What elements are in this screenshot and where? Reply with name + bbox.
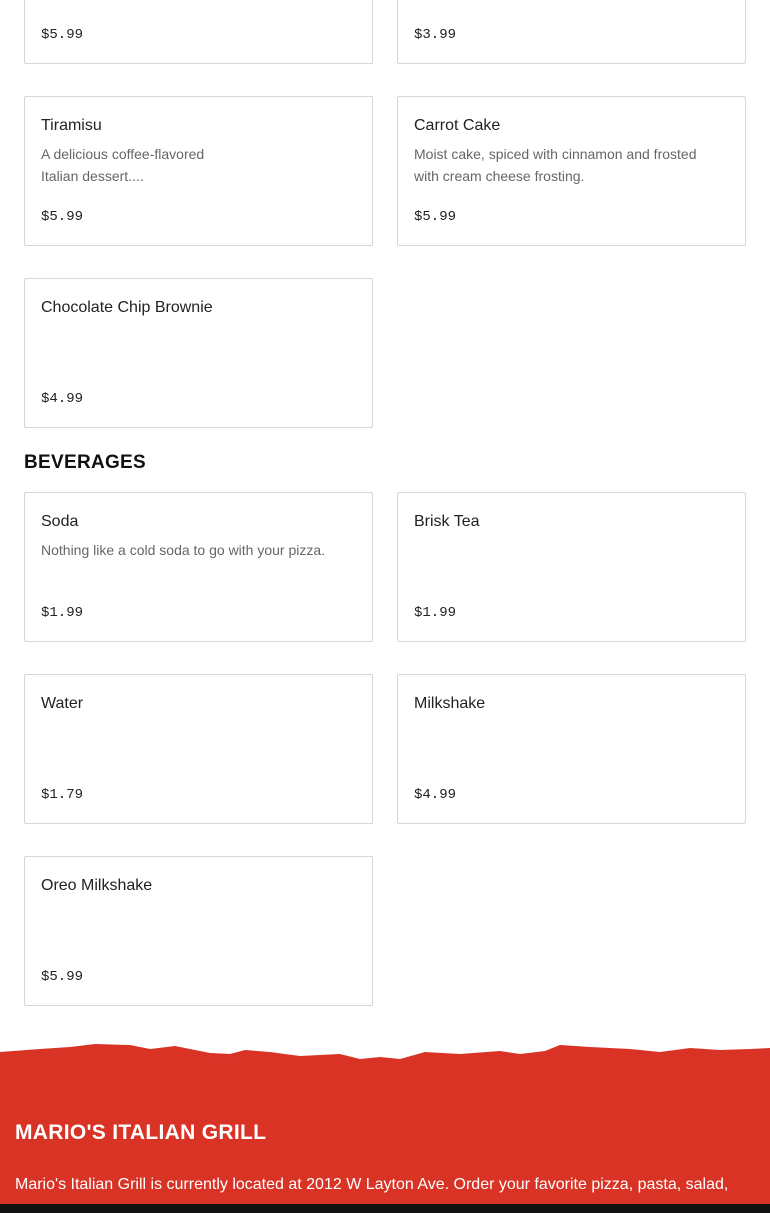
menu-item-price: $5.99: [41, 209, 84, 225]
section-heading-beverages: BEVERAGES: [24, 452, 147, 473]
menu-item-card-carrot-cake[interactable]: [397, 96, 746, 246]
menu-item-card-brisk-tea[interactable]: [397, 492, 746, 642]
menu-item-card-tiramisu[interactable]: [24, 96, 373, 246]
menu-item-card-chocolate-chip-brownie[interactable]: [24, 278, 373, 428]
menu-item-price: $5.99: [41, 969, 84, 985]
menu-item-name: Oreo Milkshake: [41, 877, 153, 894]
menu-item-card-oreo-milkshake[interactable]: [24, 856, 373, 1006]
menu-item-price: $5.99: [41, 27, 84, 43]
menu-item-price: $1.99: [414, 605, 457, 621]
menu-item-name: Carrot Cake: [414, 117, 501, 134]
menu-item-description: Moist cake, spiced with cinnamon and frosted with cream cheese frosting.: [414, 146, 697, 184]
menu-item-card-soda[interactable]: [24, 492, 373, 642]
footer-about-text: Mario's Italian Grill is currently located at 2012 W Layton Ave. Order your favorite pizza, pasta, salad,: [15, 1176, 729, 1193]
menu-item-name: Milkshake: [414, 695, 486, 712]
menu-item-name: Brisk Tea: [414, 513, 480, 530]
menu-item-price: $5.99: [414, 209, 457, 225]
menu-item-description: A delicious coffee-flavored Italian dessert....: [41, 146, 205, 184]
menu-item-price: $4.99: [41, 391, 84, 407]
footer-brand-title: MARIO'S ITALIAN GRILL: [15, 1121, 267, 1144]
menu-item-card-water[interactable]: [24, 674, 373, 824]
menu-item-card-milkshake[interactable]: [397, 674, 746, 824]
menu-item-card[interactable]: [24, 0, 373, 64]
site-footer: [0, 1040, 770, 1213]
menu-item-name: Soda: [41, 513, 79, 530]
menu-item-description: Nothing like a cold soda to go with your pizza.: [41, 542, 326, 558]
menu-item-price: $4.99: [414, 787, 457, 803]
menu-item-price: $3.99: [414, 27, 457, 43]
menu-item-name: Water: [41, 695, 84, 712]
menu-item-name: Chocolate Chip Brownie: [41, 299, 213, 316]
menu-item-card[interactable]: [397, 0, 746, 64]
bottom-bar: [0, 1204, 770, 1213]
menu-item-price: $1.99: [41, 605, 84, 621]
menu-item-price: $1.79: [41, 787, 84, 803]
menu-item-name: Tiramisu: [41, 117, 102, 134]
